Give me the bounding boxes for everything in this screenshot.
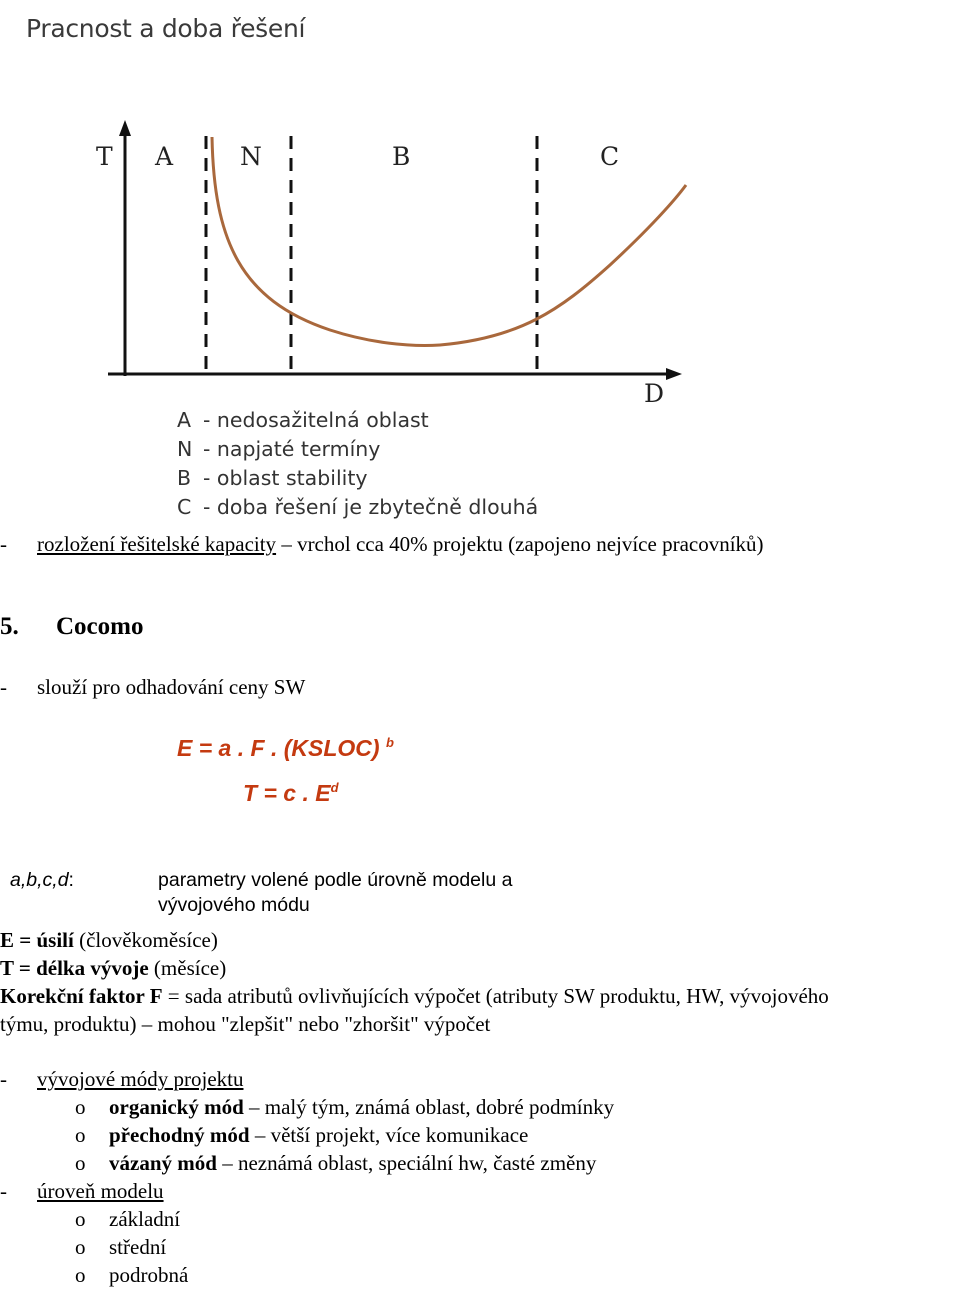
- legend-key: A: [177, 408, 192, 432]
- circle-bullet: o: [75, 1207, 86, 1231]
- mode-description: – větší projekt, více komunikace: [249, 1123, 529, 1147]
- formula-effort: [177, 735, 394, 762]
- levels-title: úroveň modelu: [37, 1179, 164, 1203]
- definition-factor-text: = sada atributů ovlivňujících výpočet (atributy SW produktu, HW, vývojového: [162, 984, 829, 1008]
- definition-factor: [0, 982, 829, 1010]
- legend-key: B: [177, 466, 192, 490]
- x-axis-arrowhead: [666, 368, 682, 380]
- mode-description: – neznámá oblast, speciální hw, časté změny: [216, 1151, 597, 1175]
- circle-bullet: o: [75, 1151, 86, 1175]
- bullet-dash: -: [0, 532, 7, 556]
- modes-title: vývojové módy projektu: [37, 1067, 244, 1091]
- params-symbols: a,b,c,d: [10, 869, 69, 891]
- definition-factor-cont: týmu, produktu) – mohou "zlepšit" nebo "zhoršit" výpočet: [0, 1012, 491, 1036]
- mode-name: vázaný mód: [109, 1151, 217, 1175]
- definition-effort: [0, 926, 218, 954]
- definition-time: [0, 954, 226, 982]
- bullet-dash: -: [0, 675, 7, 699]
- section-heading: [0, 613, 19, 641]
- definition-time-term: T = délka vývoje: [0, 956, 149, 980]
- region-label-b: B: [392, 142, 411, 171]
- params-line-2: vývojového módu: [158, 894, 310, 916]
- legend-text: - doba řešení je zbytečně dlouhá: [203, 495, 539, 519]
- bullet-dash: -: [0, 1067, 7, 1091]
- region-label-c: C: [600, 142, 620, 171]
- circle-bullet: o: [75, 1123, 86, 1147]
- definition-effort-term: E = úsilí: [0, 928, 74, 952]
- region-label-a: A: [155, 142, 174, 171]
- mode-name: přechodný mód: [109, 1123, 250, 1147]
- legend-text: - napjaté termíny: [203, 437, 381, 461]
- level-name: střední: [109, 1235, 167, 1259]
- section-title: Cocomo: [56, 613, 144, 640]
- formula-time: [243, 780, 339, 807]
- circle-bullet: o: [75, 1235, 86, 1259]
- mode-description: – malý tým, známá oblast, dobré podmínky: [243, 1095, 615, 1119]
- params-description: [158, 868, 512, 918]
- figure-title: Pracnost a doba řešení: [26, 14, 306, 43]
- params-colon: :: [68, 869, 74, 891]
- level-name: základní: [109, 1207, 181, 1231]
- formula-time-exponent: d: [330, 780, 339, 795]
- purpose-text: slouží pro odhadování ceny SW: [37, 675, 306, 699]
- circle-bullet: o: [75, 1263, 86, 1287]
- legend-key: C: [177, 495, 192, 519]
- legend-text: - oblast stability: [203, 466, 368, 490]
- legend-item: [177, 406, 538, 435]
- params-line-1: parametry volené podle úrovně modelu a: [158, 869, 513, 891]
- definition-factor-term: Korekční faktor F: [0, 984, 163, 1008]
- legend-key: N: [177, 437, 193, 461]
- region-label-n: N: [240, 142, 262, 171]
- legend-item: [177, 435, 538, 464]
- section-number: 5.: [0, 613, 19, 640]
- y-axis-label: T: [96, 142, 113, 171]
- params-key: [10, 868, 74, 893]
- formula-effort-main: E = a . F . (KSLOC): [177, 735, 386, 761]
- x-axis-label: D: [644, 379, 665, 408]
- circle-bullet: o: [75, 1095, 86, 1119]
- definition-time-unit: (měsíce): [148, 956, 227, 980]
- capacity-link-text: rozložení řešitelské kapacity: [37, 532, 277, 556]
- legend-item: [177, 493, 538, 522]
- y-axis-arrowhead: [119, 120, 131, 136]
- figure-legend: [177, 406, 538, 522]
- definition-effort-unit: (člověkoměsíce): [73, 928, 218, 952]
- legend-item: [177, 464, 538, 493]
- formula-time-main: T = c . E: [243, 780, 331, 806]
- bullet-dash: -: [0, 1179, 7, 1203]
- capacity-text: – vrchol cca 40% projektu (zapojeno nejvíce pracovníků): [276, 532, 764, 556]
- mode-name: organický mód: [109, 1095, 244, 1119]
- formula-effort-exponent: b: [385, 735, 394, 750]
- legend-text: - nedosažitelná oblast: [203, 408, 429, 432]
- level-name: podrobná: [109, 1263, 189, 1287]
